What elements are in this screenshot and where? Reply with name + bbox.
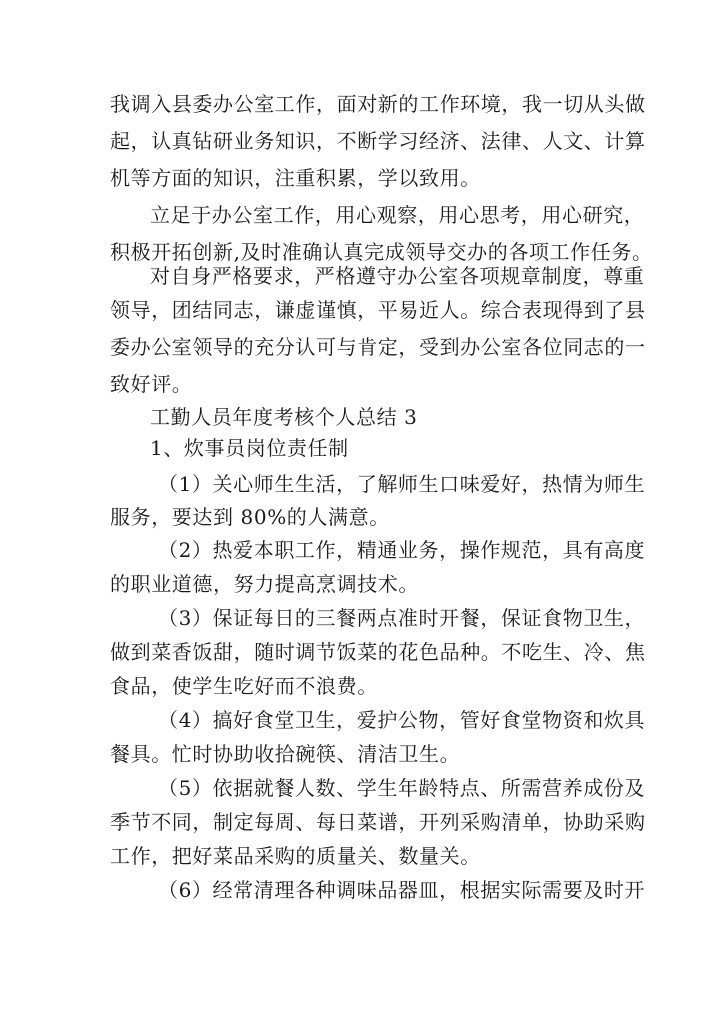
paragraph-line: 致好评。 (110, 372, 193, 396)
paragraph-line: 领导，团结同志，谦虚谨慎，平易近人。综合表现得到了县 (110, 298, 646, 322)
list-item-line: 的职业道德，努力提高烹调技术。 (110, 572, 419, 596)
list-item-line: 工作，把好菜品采购的质量关、数量关。 (110, 844, 481, 868)
paragraph-line: 起，认真钻研业务知识，不断学习经济、法律、人文、计算 (110, 129, 646, 153)
list-item-line: （3）保证每日的三餐两点准时开餐，保证食物卫生， (158, 606, 646, 630)
list-item-line: 做到菜香饭甜，随时调节饭菜的花色品种。不吃生、冷、焦 (110, 640, 646, 664)
list-item-line: 餐具。忙时协助收拾碗筷、清洁卫生。 (110, 742, 461, 766)
paragraph-line: 立足于办公室工作，用心观察，用心思考，用心研究， (150, 203, 645, 227)
paragraph-line: 积极开拓创新,及时准确认真完成领导交办的各项工作任务。 (110, 240, 653, 264)
paragraph-line: 委办公室领导的充分认可与肯定，受到办公室各位同志的一 (110, 335, 646, 359)
list-item-line: （5）依据就餐人数、学生年龄特点、所需营养成份及 (158, 776, 646, 800)
paragraph-line: 机等方面的知识，注重积累，学以致用。 (110, 166, 481, 190)
list-item-line: （2）热爱本职工作，精通业务，操作规范，具有高度 (158, 538, 646, 562)
paragraph-line: 对自身严格要求，严格遵守办公室各项规章制度，尊重 (150, 264, 645, 288)
section-heading: 工勤人员年度考核个人总结 3 (150, 405, 418, 429)
list-item-line: （1）关心师生生活，了解师生口味爱好，热情为师生 (158, 472, 646, 496)
list-item-line: 季节不同，制定每周、每日菜谱，开列采购清单，协助采购 (110, 810, 646, 834)
paragraph-line: 我调入县委办公室工作，面对新的工作环境，我一切从头做 (110, 92, 646, 116)
subsection-heading: 1、炊事员岗位责任制 (150, 436, 349, 460)
list-item-line: 食品，使学生吃好而不浪费。 (110, 674, 378, 698)
list-item-line: （4）搞好食堂卫生，爱护公物，管好食堂物资和炊具 (158, 708, 646, 732)
list-item-line: （6）经常清理各种调味品器皿，根据实际需要及时开 (158, 878, 646, 902)
list-item-line: 服务，要达到 80%的人满意。 (110, 505, 390, 529)
